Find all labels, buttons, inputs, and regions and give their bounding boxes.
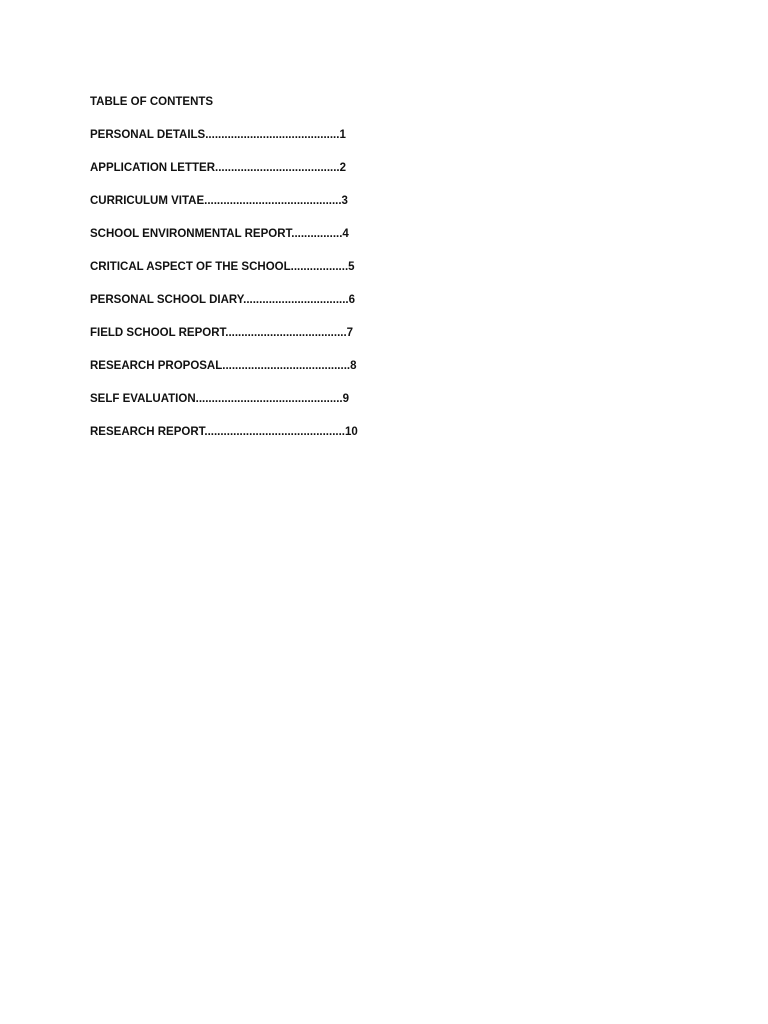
- toc-entry-page-number: 2: [339, 162, 347, 174]
- toc-entry-page-number: 1: [339, 129, 346, 141]
- toc-entry-leader: ......................................: [225, 327, 347, 339]
- toc-entry-curriculum-vitae: [90, 193, 690, 209]
- toc-entry-label: CRITICAL ASPECT OF THE SCHOOL: [90, 261, 291, 273]
- toc-entry-field-school-report: [90, 325, 690, 341]
- toc-entry-leader: ........................................: [222, 360, 351, 372]
- toc-entry-label: PERSONAL DETAILS: [90, 129, 206, 141]
- toc-entry-leader: ...........................................: [204, 195, 342, 207]
- toc-entry-leader: ................: [291, 228, 343, 240]
- toc-entry-school-environmental-report: [90, 226, 690, 242]
- toc-entry-application-letter: [90, 160, 690, 176]
- toc-entry-leader: .................................: [243, 294, 349, 306]
- toc-entry-page-number: 9: [342, 393, 350, 405]
- toc-entry-leader: ..................: [290, 261, 349, 273]
- toc-entry-page-number: 10: [344, 426, 358, 438]
- toc-entry-label: FIELD SCHOOL REPORT: [90, 327, 226, 339]
- toc-entry-label: SCHOOL ENVIRONMENTAL REPORT: [90, 228, 292, 240]
- toc-heading: TABLE OF CONTENTS: [90, 96, 214, 108]
- toc-entry-label: PERSONAL SCHOOL DIARY: [90, 294, 244, 306]
- toc-entry-leader: .......................................: [215, 162, 340, 174]
- toc-entry-critical-aspect: [90, 259, 690, 275]
- table-of-contents: [90, 94, 690, 457]
- toc-entry-research-report: [90, 424, 690, 440]
- toc-entry-label: CURRICULUM VITAE: [90, 195, 205, 207]
- toc-entry-leader: ..............................................: [195, 393, 343, 405]
- toc-entry-page-number: 7: [346, 327, 354, 339]
- toc-entry-page-number: 5: [348, 261, 355, 273]
- toc-entry-page-number: 6: [348, 294, 355, 306]
- toc-entry-research-proposal: [90, 358, 690, 374]
- toc-entry-page-number: 3: [341, 195, 348, 207]
- toc-entry-leader: ..........................................: [205, 129, 340, 141]
- toc-entry-label: RESEARCH PROPOSAL: [90, 360, 223, 372]
- toc-entry-personal-details: [90, 127, 690, 143]
- toc-entry-self-evaluation: [90, 391, 690, 407]
- toc-entry-page-number: 4: [342, 228, 349, 240]
- toc-entry-label: RESEARCH REPORT: [90, 426, 205, 438]
- toc-entry-label: APPLICATION LETTER: [90, 162, 216, 174]
- toc-entry-leader: ............................................: [204, 426, 345, 438]
- toc-entry-page-number: 8: [350, 360, 357, 372]
- toc-entry-personal-school-diary: [90, 292, 690, 308]
- toc-entry-label: SELF EVALUATION: [90, 393, 196, 405]
